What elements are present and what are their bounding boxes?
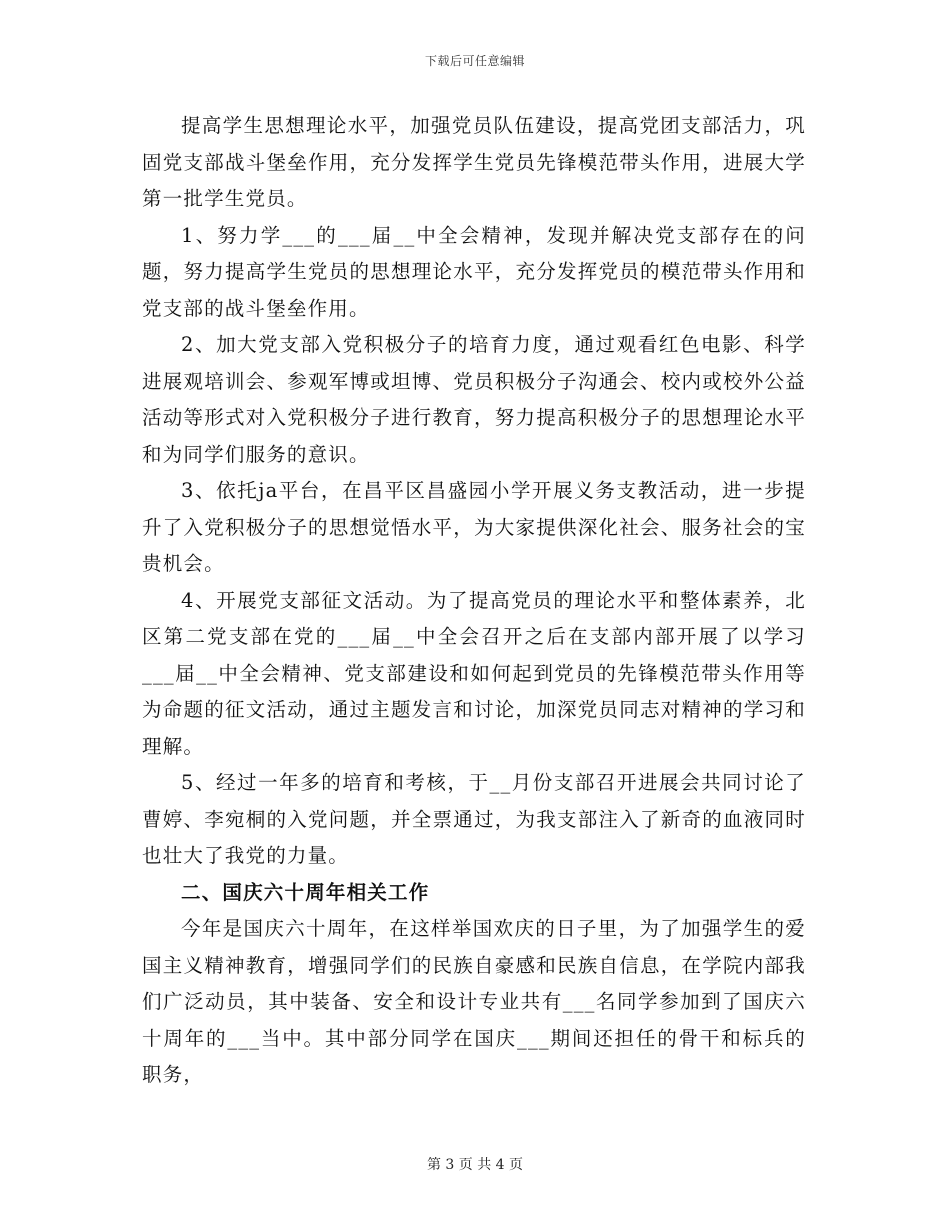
paragraph-item-5: 5、经过一年多的培育和考核，于__月份支部召开进展会共同讨论了曹婷、李宛桐的入党问题，并全票通过，为我支部注入了新奇的血液同时也壮大了我党的力量。: [142, 771, 806, 867]
paragraph-item-2: 2、加大党支部入党积极分子的培育力度，通过观看红色电影、科学进展观培训会、参观军博或坦博、党员积极分子沟通会、校内或校外公益活动等形式对入党积极分子进行教育，努力提高积极分子的思想理论水平和为同学们服务的意识。: [142, 333, 806, 466]
paragraph-item-3: 3、依托ja平台，在昌平区昌盛园小学开展义务支教活动，进一步提升了入党积极分子的思想觉悟水平，为大家提供深化社会、服务社会的宝贵机会。: [142, 479, 806, 575]
section-heading: 二、国庆六十周年相关工作: [181, 880, 430, 904]
paragraph-intro: 提高学生思想理论水平，加强党员队伍建设，提高党团支部活力，巩固党支部战斗堡垒作用，充分发挥学生党员先锋模范带头作用，进展大学第一批学生党员。: [142, 114, 806, 210]
paragraph-item-1: 1、努力学___的___届__中全会精神，发现并解决党支部存在的问题，努力提高学生党员的思想理论水平，充分发挥党员的模范带头作用和党支部的战斗堡垒作用。: [142, 223, 806, 320]
document-body: [142, 108, 806, 1094]
section-paragraph: 今年是国庆六十周年，在这样举国欢庆的日子里，为了加强学生的爱国主义精神教育，增强同学们的民族自豪感和民族自信息，在学院内部我们广泛动员，其中装备、安全和设计专业共有___名同学参加到了国庆六十周年的___当中。其中部分同学在国庆___期间还担任的骨干和标兵的职务，: [142, 917, 806, 1086]
page-footer: 第 3 页 共 4 页: [426, 1157, 524, 1173]
page-header: 下载后可任意编辑: [424, 54, 525, 68]
paragraph-item-4: 4、开展党支部征文活动。为了提高党员的理论水平和整体素养，北区第二党支部在党的___届__中全会召开之后在支部内部开展了以学习___届__中全会精神、党支部建设和如何起到党员的先锋模范带头作用等为命题的征文活动，通过主题发言和讨论，加深党员同志对精神的学习和理解。: [142, 588, 806, 758]
